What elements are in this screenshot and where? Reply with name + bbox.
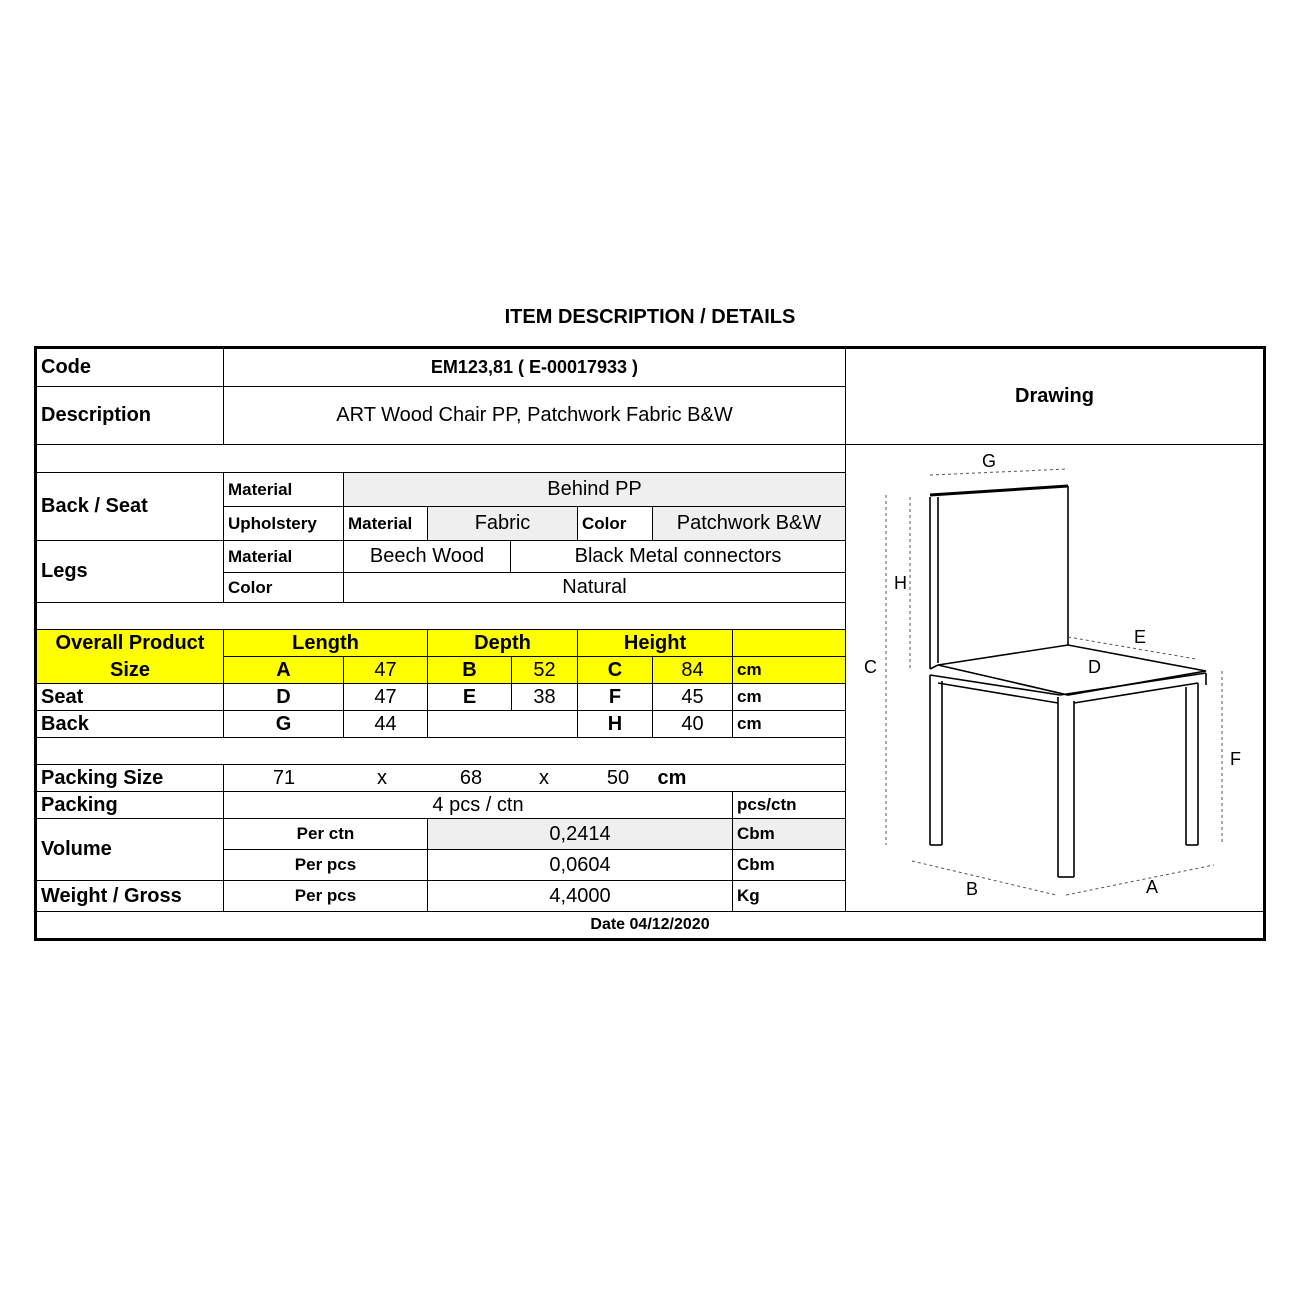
dim-key-a: A [224, 657, 344, 684]
drawing-letter-a: A [1146, 877, 1159, 897]
packing-size-height: 50 [606, 767, 630, 789]
upholstery-material-value: Fabric [428, 507, 578, 541]
dim-value-b: 52 [512, 657, 578, 684]
dim-value-f: 45 [653, 684, 733, 711]
upholstery-color-label: Color [578, 507, 653, 541]
code-label: Code [37, 349, 224, 387]
dim-value-a: 47 [344, 657, 428, 684]
drawing-letter-e: E [1134, 627, 1147, 647]
spacer-row [37, 603, 846, 630]
dim-value-d: 47 [344, 684, 428, 711]
dim-unit-overall: cm [733, 657, 846, 684]
dim-key-f: F [578, 684, 653, 711]
dim-key-c: C [578, 657, 653, 684]
drawing-letter-h: H [894, 573, 907, 593]
overall-size-label [37, 630, 224, 684]
back-label: Back [37, 711, 224, 738]
legs-material-value-wood: Beech Wood [344, 541, 511, 573]
weight-label: Weight / Gross [37, 881, 224, 912]
packing-value: 4 pcs / ctn [224, 792, 733, 819]
height-header: Height [578, 630, 733, 657]
overall-size-label-line2: Size [109, 658, 151, 681]
packing-size-x1: x [377, 767, 387, 789]
drawing-letter-f: F [1230, 749, 1241, 769]
packing-size-label: Packing Size [37, 765, 224, 792]
volume-per-pcs-label: Per pcs [224, 850, 428, 881]
volume-per-ctn-value: 0,2414 [428, 819, 733, 850]
legs-material-label: Material [224, 541, 344, 573]
dim-key-e: E [428, 684, 512, 711]
drawing-letter-g: G [982, 451, 997, 471]
weight-unit: Kg [733, 881, 846, 912]
packing-label: Packing [37, 792, 224, 819]
dim-key-h: H [578, 711, 653, 738]
dim-value-c: 84 [653, 657, 733, 684]
legs-color-value: Natural [344, 573, 846, 603]
date-footer: Date 04/12/2020 [590, 916, 710, 933]
legs-color-label: Color [224, 573, 344, 603]
chair-drawing [846, 445, 1263, 912]
packing-size-unit: cm [657, 767, 687, 789]
dim-key-d: D [224, 684, 344, 711]
legs-label: Legs [37, 541, 224, 603]
code-value: EM123,81 ( E-00017933 ) [224, 349, 846, 387]
volume-per-pcs-unit: Cbm [733, 850, 846, 881]
dim-value-g: 44 [344, 711, 428, 738]
dim-key-g: G [224, 711, 344, 738]
drawing-letter-d: D [1088, 657, 1101, 677]
upholstery-label: Upholstery [224, 507, 344, 541]
spacer-row [37, 738, 846, 765]
drawing-header: Drawing [846, 349, 1263, 445]
volume-label: Volume [37, 819, 224, 881]
document-title: ITEM DESCRIPTION / DETAILS [504, 306, 796, 328]
back-seat-label: Back / Seat [37, 473, 224, 541]
dim-value-h: 40 [653, 711, 733, 738]
spacer-row [37, 445, 846, 473]
packing-size-x2: x [539, 767, 549, 789]
depth-header: Depth [428, 630, 578, 657]
back-seat-material-label: Material [224, 473, 344, 507]
dim-key-b: B [428, 657, 512, 684]
dim-value-e: 38 [512, 684, 578, 711]
packing-size-width: 68 [459, 767, 483, 789]
packing-size-length: 71 [272, 767, 296, 789]
drawing-letter-b: B [966, 879, 979, 899]
volume-per-ctn-unit: Cbm [733, 819, 846, 850]
seat-label: Seat [37, 684, 224, 711]
upholstery-color-value: Patchwork B&W [653, 507, 846, 541]
description-label: Description [37, 387, 224, 445]
volume-per-pcs-value: 0,0604 [428, 850, 733, 881]
dim-unit-back: cm [733, 711, 846, 738]
dim-unit-seat: cm [733, 684, 846, 711]
weight-per-pcs-label: Per pcs [224, 881, 428, 912]
packing-unit: pcs/ctn [733, 792, 846, 819]
back-seat-material-value: Behind PP [344, 473, 846, 507]
overall-size-label-line1: Overall Product [55, 631, 205, 654]
drawing-letter-c: C [864, 657, 877, 677]
dim-empty-back [428, 711, 578, 738]
description-value: ART Wood Chair PP, Patchwork Fabric B&W [224, 387, 846, 445]
spec-sheet-table [34, 346, 1266, 941]
upholstery-material-label: Material [344, 507, 428, 541]
drawing-area [846, 445, 1263, 912]
unit-header [733, 630, 846, 657]
weight-value: 4,4000 [428, 881, 733, 912]
length-header: Length [224, 630, 428, 657]
volume-per-ctn-label: Per ctn [224, 819, 428, 850]
legs-material-value-metal: Black Metal connectors [511, 541, 846, 573]
